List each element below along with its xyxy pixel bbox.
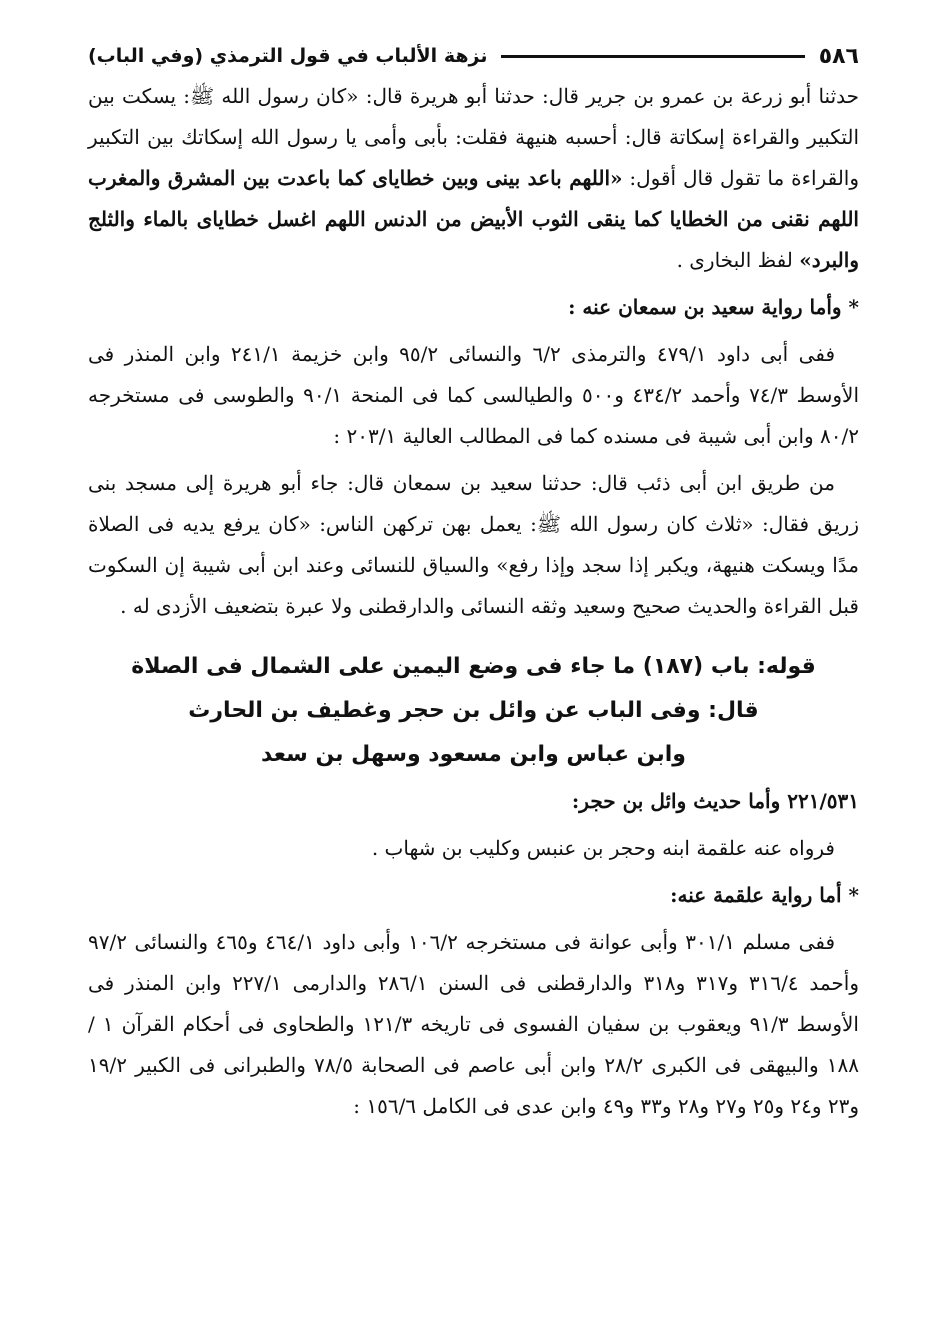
paragraph-alqama-sources: ففى مسلم ٣٠١/١ وأبى عوانة فى مستخرجه ١٠٦/٢ وأبى داود ٤٦٤/١ و٤٦٥ والنسائى ٩٧/٢ وأحمد ٣١٦/٤ و٣١٧ و٣١٨ والدارقطنى فى السنن ٢٨٦/١ والدارمى ٢٢٧/١ وابن المنذر فى الأوسط ٩١/٣ ويعقوب بن سفيان الفسوى فى تاريخه ١٢١/٣ والطحاوى فى أحكام القرآن ١ /١٨٨ والبيهقى فى الكبرى ٢٨/٢ وابن أبى عاصم فى الصحابة ٧٨/٥ والطبرانى فى الكبير ١٩/٢ و٢٣ و٢٤ و٢٥ و٢٧ و٢٨ و٣٣ و٤٩ وابن عدى فى الكامل ١٥٦/٦ : [88,930,860,1118]
supplication-text: «اللهم باعد بينى وبين خطاياى كما باعدت بين المشرق والمغرب اللهم نقنى من الخطايا كما ينقى الثوب الأبيض من الدنس اللهم اغسل خطاياى بالماء والثلج والبرد» [88,166,859,272]
chapter-title-line-2: قال: وفى الباب عن وائل بن حجر وغطيف بن الحارث [188,698,759,723]
running-header [88,36,859,76]
running-title: نزهة الألباب في قول الترمذي (وفي الباب) [88,45,488,67]
book-page [88,36,859,1319]
subheading-alqama: * أما رواية علقمة عنه: [670,883,859,907]
paragraph-ending: لفظ البخارى . [676,248,793,272]
body-text-2 [88,781,859,1127]
paragraph-saeed-hadith: من طريق ابن أبى ذئب قال: حدثنا سعيد بن سمعان قال: جاء أبو هريرة إلى مسجد بنى زريق فقال: «ثلاث كان رسول الله ﷺ: يعمل بهن تركهن الناس: «كان يرفع يديه فى الصلاة مدًا ويسكت هنيهة، ويكبر إذا سجد وإذا رفع» والسياق للنسائى وعند ابن أبى شيبة إن السكوت قبل القراءة والحديث صحيح وسعيد وثقه النسائى والدارقطنى ولا عبرة بتضعيف الأزدى له . [88,471,859,618]
paragraph-text: حدثنا أبو زرعة بن عمرو بن جرير قال: حدثنا أبو هريرة قال: «كان رسول الله ﷺ: يسكت بين التكبير والقراءة إسكاتة قال: أحسبه هنيهة فقلت: بأبى وأمى يا رسول الله إسكاتك بين التكبير والقراءة ما تقول قال أقول: [88,84,860,190]
paragraph-wail-narrators: فرواه عنه علقمة ابنه وحجر بن عنبس وكليب بن شهاب . [371,836,835,860]
page-number: ٥٨٦ [818,43,859,69]
header-rule [501,55,804,58]
paragraph-hadith-text [88,76,859,281]
body-text [88,76,859,627]
spacer [88,633,859,645]
chapter-title-line-3: وابن عباس وابن مسعود وسهل بن سعد [261,742,686,767]
subheading-wail: ٢٢١/٥٣١ وأما حديث وائل بن حجر: [571,789,859,813]
subheading-saeed: * وأما رواية سعيد بن سمعان عنه : [568,295,859,319]
paragraph-saeed-sources: ففى أبى داود ٤٧٩/١ والترمذى ٦/٢ والنسائى ٩٥/٢ وابن خزيمة ٢٤١/١ وابن المنذر فى الأوسط ٧٤/٣ وأحمد ٤٣٤/٢ و٥٠٠ والطيالسى كما فى المنحة ٩٠/١ والطوسى فى مستخرجه ٨٠/٢ وابن أبى شيبة فى مسنده كما فى المطالب العالية ٢٠٣/١ : [88,342,860,448]
chapter-title-line-1: قوله: باب (١٨٧) ما جاء فى وضع اليمين على الشمال فى الصلاة [131,654,816,679]
